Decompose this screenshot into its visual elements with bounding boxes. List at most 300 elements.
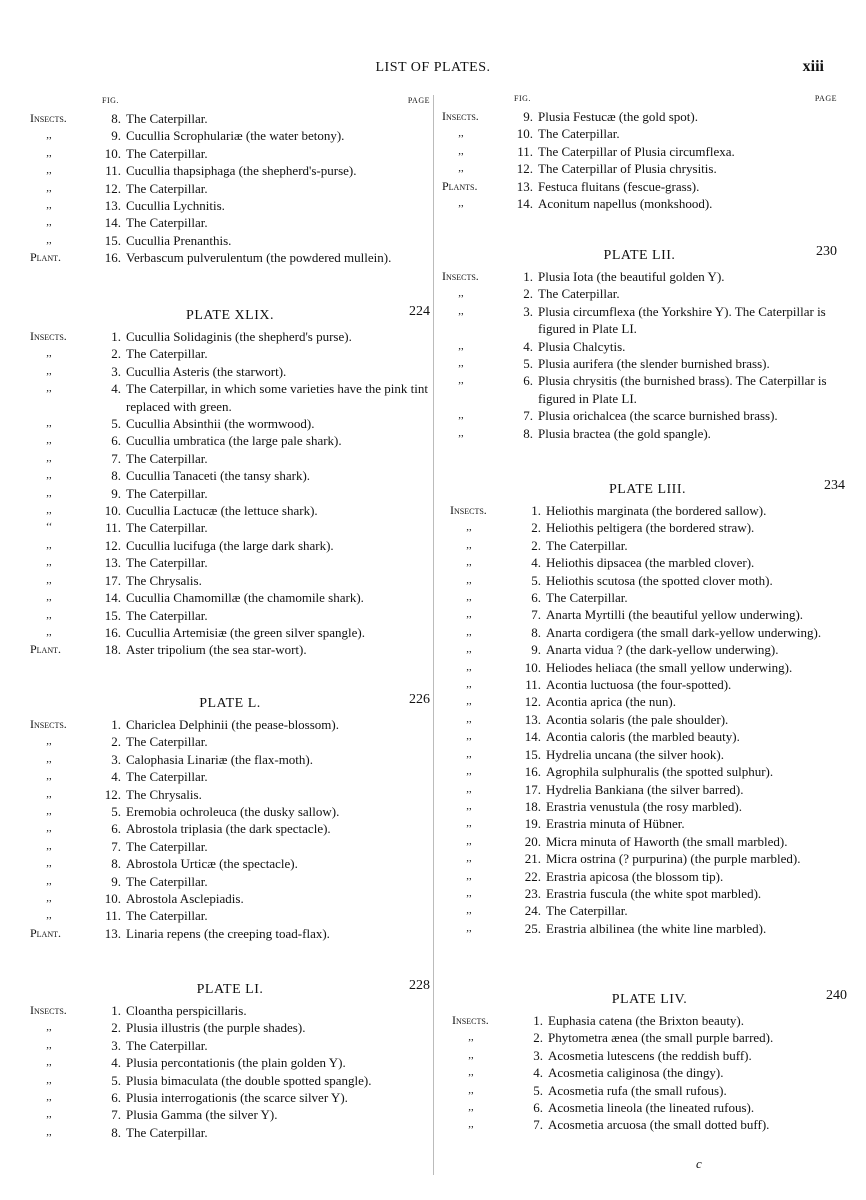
entry-label: Insects.: [30, 329, 67, 343]
fig-number: 4.: [523, 338, 533, 354]
entry-label: ,,: [46, 857, 52, 870]
list-item: [30, 1106, 430, 1123]
entry-label: ,,: [46, 573, 52, 586]
entry-text: The Chrysalis.: [126, 786, 202, 802]
entry-text: The Caterpillar.: [126, 1124, 208, 1140]
fig-number: 5.: [531, 572, 541, 588]
fig-number: 3.: [523, 303, 533, 319]
plate-xlix-section: [30, 304, 430, 659]
list-item: [450, 554, 845, 571]
fig-number: 11.: [517, 143, 533, 159]
entry-label: ,,: [46, 735, 52, 748]
entry-list: [442, 108, 837, 212]
list-item: [30, 624, 430, 641]
fig-number: 2.: [111, 346, 121, 362]
entry-text: Acontia solaris (the pale shoulder).: [546, 711, 729, 727]
fig-number: 11.: [105, 520, 121, 536]
entry-text: The Caterpillar.: [126, 555, 208, 571]
fig-number: 9.: [531, 642, 541, 658]
entry-label: ,,: [46, 451, 52, 464]
entry-text: The Caterpillar of Plusia circumflexa.: [538, 143, 735, 159]
entry-label: ,,: [466, 712, 472, 725]
entry-label: ,,: [458, 374, 464, 387]
entry-text: Euphasia catena (the Brixton beauty).: [548, 1013, 745, 1028]
entry-text: The Caterpillar.: [126, 450, 208, 466]
fig-number: 21.: [524, 851, 541, 867]
fig-number: 1.: [531, 503, 541, 518]
entry-text: The Caterpillar.: [546, 537, 628, 553]
list-item: [442, 178, 837, 195]
entry-text: Cucullia Solidaginis (the shepherd's purse).: [126, 329, 352, 344]
fig-number: 2.: [531, 520, 541, 536]
entry-text: Plusia Iota (the beautiful golden Y).: [538, 269, 725, 284]
list-item: [452, 1029, 847, 1046]
fig-number: 7.: [111, 838, 121, 854]
entry-text: The Caterpillar.: [126, 769, 208, 785]
entry-text: Heliothis marginata (the bordered sallow).: [546, 503, 767, 518]
list-item: [30, 820, 430, 837]
plate-page: 240: [826, 988, 847, 1003]
plate-title: PLATE LII.: [603, 248, 676, 263]
list-item: [450, 519, 845, 536]
list-item: [450, 502, 845, 519]
entry-text: Plusia Chalcytis.: [538, 338, 626, 354]
list-item: [30, 537, 430, 554]
list-item: [30, 145, 430, 162]
page-number: xiii: [802, 58, 824, 75]
list-item: [30, 345, 430, 362]
fig-number: 7.: [111, 450, 121, 466]
fig-number: 7.: [533, 1117, 543, 1133]
entry-text: Acontia caloris (the marbled beauty).: [546, 729, 740, 745]
fig-number: 7.: [531, 607, 541, 623]
entry-text: Cucullia Chamomillæ (the chamomile shark).: [126, 590, 364, 606]
list-item: [450, 868, 845, 885]
list-item: [450, 850, 845, 867]
entry-text: Acosmetia arcuosa (the small dotted buff).: [548, 1117, 770, 1133]
entry-label: ,,: [46, 1108, 52, 1121]
entry-text: Plusia circumflexa (the Yorkshire Y). The Caterpillar is figured in Plate LI.: [538, 303, 826, 337]
right-column: [442, 94, 837, 212]
entry-list: [442, 268, 837, 442]
fig-number: 19.: [524, 816, 541, 832]
list-item: [30, 751, 430, 768]
list-item: [30, 768, 430, 785]
fig-number: 8.: [523, 425, 533, 441]
list-item: [450, 624, 845, 641]
entry-text: Cucullia Prenanthis.: [126, 232, 232, 248]
entry-text: Erastria albilinea (the white line marbled).: [546, 920, 767, 936]
list-item: [30, 1002, 430, 1019]
fig-number: 1.: [111, 717, 121, 732]
fig-number: 4.: [531, 555, 541, 571]
plate-page: 228: [409, 978, 430, 993]
entry-text: The Caterpillar.: [126, 485, 208, 501]
entry-label: ,,: [466, 886, 472, 899]
entry-label: ,,: [468, 1101, 474, 1114]
plate-liv-section: [452, 988, 847, 1134]
fig-number: 8.: [111, 111, 121, 126]
list-item: [450, 885, 845, 902]
fig-number: 7.: [523, 408, 533, 424]
entry-label: ,,: [466, 643, 472, 656]
entry-label: ,,: [46, 556, 52, 569]
fig-number: 10.: [104, 145, 121, 161]
fig-number: 9.: [523, 109, 533, 124]
fig-number: 17.: [104, 572, 121, 588]
list-item: [442, 372, 837, 407]
entry-label: ,,: [466, 660, 472, 673]
plate-heading: [30, 692, 430, 716]
list-item: [452, 1012, 847, 1029]
entry-label: ,,: [46, 469, 52, 482]
list-item: [442, 268, 837, 285]
entry-list: [450, 502, 845, 937]
entry-text: The Caterpillar, in which some varieties have the pink tint replaced with green.: [126, 381, 429, 414]
fig-number: 1.: [111, 1003, 121, 1018]
plate-heading: [30, 304, 430, 328]
plate-heading: [30, 978, 430, 1002]
entry-label: ,,: [466, 591, 472, 604]
column-head: [442, 94, 837, 108]
entry-label: ,,: [466, 678, 472, 691]
list-item: [30, 925, 430, 942]
entry-text: Plusia aurifera (the slender burnished brass).: [538, 356, 770, 372]
entry-text: Heliothis peltigera (the bordered straw).: [546, 520, 755, 536]
entry-text: Erastria apicosa (the blossom tip).: [546, 868, 724, 884]
entry-text: Acosmetia lutescens (the reddish buff).: [548, 1047, 752, 1063]
entry-text: The Caterpillar.: [126, 873, 208, 889]
list-item: [450, 781, 845, 798]
entry-text: The Caterpillar.: [126, 908, 208, 924]
entry-text: Anarta cordigera (the small dark-yellow underwing).: [546, 624, 822, 640]
plate-heading: [450, 478, 845, 502]
entry-label: ,,: [466, 904, 472, 917]
entry-label: ,,: [46, 216, 52, 229]
fig-number: 7.: [111, 1107, 121, 1123]
fig-number: 3.: [111, 751, 121, 767]
entry-text: Cucullia Tanaceti (the tansy shark).: [126, 468, 311, 484]
entry-label: ,,: [46, 164, 52, 177]
fig-number: 13.: [104, 198, 121, 214]
entry-label: ,,: [466, 817, 472, 830]
entry-text: Cucullia lucifuga (the large dark shark).: [126, 537, 334, 553]
fig-number: 12.: [516, 161, 533, 177]
entry-label: ,,: [466, 695, 472, 708]
entry-label: Plant.: [30, 642, 62, 657]
fig-number: 10.: [104, 503, 121, 519]
entry-text: The Caterpillar.: [126, 520, 208, 536]
fig-number: 6.: [531, 590, 541, 606]
entry-label: ,,: [46, 199, 52, 212]
entry-label: ,,: [466, 747, 472, 760]
entry-label: ,,: [46, 486, 52, 499]
fig-number: 4.: [111, 381, 121, 397]
fig-number: 18.: [524, 798, 541, 814]
plate-page: 230: [816, 244, 837, 259]
entry-list: [30, 328, 430, 659]
entry-label: ,,: [468, 1118, 474, 1131]
entry-text: The Caterpillar.: [546, 590, 628, 606]
list-item: [450, 902, 845, 919]
plate-liii-section: [450, 478, 845, 937]
plate-title: PLATE LIII.: [608, 482, 687, 497]
fig-number: 14.: [524, 729, 541, 745]
entry-text: Cucullia Lychnitis.: [126, 198, 225, 214]
fig-number: 13.: [104, 925, 121, 941]
list-item: [450, 537, 845, 554]
entry-label: ,,: [458, 127, 464, 140]
entry-label: ,,: [466, 765, 472, 778]
running-title: LIST OF PLATES.: [375, 60, 491, 75]
fig-number: 3.: [111, 363, 121, 379]
list-item: [442, 303, 837, 338]
plate-heading: [442, 244, 837, 268]
fig-number: 17.: [524, 781, 541, 797]
list-item: [30, 110, 430, 127]
plate-page: 234: [824, 478, 845, 493]
list-item: [30, 803, 430, 820]
entry-text: Aconitum napellus (monkshood).: [538, 196, 713, 212]
entry-text: Heliothis scutosa (the spotted clover moth).: [546, 572, 773, 588]
list-item: [452, 1099, 847, 1116]
entry-text: Festuca fluitans (fescue-grass).: [538, 178, 700, 194]
entry-label: ,,: [468, 1066, 474, 1079]
list-item: [30, 328, 430, 345]
entry-text: Erastria venustula (the rosy marbled).: [546, 798, 743, 814]
entry-text: Acontia luctuosa (the four-spotted).: [546, 677, 732, 693]
entry-label: ,,: [466, 538, 472, 551]
entry-text: Cucullia umbratica (the large pale shark).: [126, 433, 342, 449]
list-item: [30, 162, 430, 179]
fig-number: 16.: [104, 624, 121, 640]
list-item: [30, 716, 430, 733]
list-item: [30, 1072, 430, 1089]
entry-label: ,,: [46, 591, 52, 604]
fig-number: 2.: [111, 734, 121, 750]
entry-text: Heliodes heliaca (the small yellow underwing).: [546, 659, 793, 675]
entry-text: Abrostola Asclepiadis.: [126, 891, 244, 907]
plate-l-section: [30, 692, 430, 942]
entry-text: The Caterpillar.: [126, 145, 208, 161]
entry-text: Cloantha perspicillaris.: [126, 1003, 247, 1018]
entry-label: ,,: [46, 382, 52, 395]
list-item: [30, 907, 430, 924]
entry-label: ,,: [458, 162, 464, 175]
entry-label: ,,: [46, 504, 52, 517]
list-item: [442, 160, 837, 177]
list-item: [30, 519, 430, 536]
entry-label: ,,: [46, 874, 52, 887]
list-item: [30, 197, 430, 214]
entry-label: ,,: [46, 770, 52, 783]
entry-text: The Caterpillar.: [126, 734, 208, 750]
entry-label: ,,: [466, 869, 472, 882]
list-item: [30, 380, 430, 415]
list-item: [30, 415, 430, 432]
column-head: [30, 96, 430, 110]
fig-number: 23.: [524, 885, 541, 901]
entry-label: ,,: [466, 556, 472, 569]
list-item: [30, 1089, 430, 1106]
entry-text: Abrostola triplasia (the dark spectacle).: [126, 821, 331, 837]
entry-label: Insects.: [442, 109, 479, 123]
entry-list: [452, 1012, 847, 1134]
fig-number: 13.: [524, 711, 541, 727]
entry-text: Micra minuta of Haworth (the small marbled).: [546, 833, 788, 849]
entry-label: ,,: [458, 304, 464, 317]
entry-text: The Caterpillar.: [538, 286, 620, 302]
entry-label: ,,: [46, 1091, 52, 1104]
column-divider: [433, 95, 434, 1175]
entry-label: ,,: [46, 839, 52, 852]
list-item: [30, 554, 430, 571]
plate-heading: [452, 988, 847, 1012]
left-column: [30, 96, 430, 267]
entry-label: ,,: [466, 921, 472, 934]
entry-list: [30, 1002, 430, 1141]
entry-text: Plusia chrysitis (the burnished brass). The Caterpillar is figured in Plate LI.: [538, 373, 827, 406]
list-item: [30, 890, 430, 907]
list-item: [450, 641, 845, 658]
entry-text: The Caterpillar.: [126, 1037, 208, 1053]
list-item: [450, 763, 845, 780]
entry-label: ,,: [46, 233, 52, 246]
entry-label: ,,: [46, 364, 52, 377]
fig-number: 3.: [111, 1037, 121, 1053]
fig-number: 8.: [111, 856, 121, 872]
entry-text: The Chrysalis.: [126, 572, 202, 588]
entry-text: The Caterpillar.: [126, 215, 208, 231]
entry-text: Cucullia Lactucæ (the lettuce shark).: [126, 503, 318, 519]
fig-number: 24.: [524, 903, 541, 919]
entry-label: ,,: [458, 409, 464, 422]
entry-text: The Caterpillar of Plusia chrysitis.: [538, 161, 717, 177]
fig-number: 4.: [111, 1055, 121, 1071]
fig-number: 15.: [104, 232, 121, 248]
list-item: [30, 589, 430, 606]
list-item: [450, 589, 845, 606]
fig-number: 1.: [533, 1013, 543, 1028]
entry-text: Hydrelia uncana (the silver hook).: [546, 746, 724, 762]
entry-text: Plusia orichalcea (the scarce burnished brass).: [538, 408, 778, 424]
list-item: [30, 1019, 430, 1036]
entry-text: Chariclea Delphinii (the pease-blossom).: [126, 717, 339, 732]
fig-number: 2.: [111, 1020, 121, 1036]
entry-text: Plusia bractea (the gold spangle).: [538, 425, 711, 441]
fig-number: 12.: [104, 537, 121, 553]
fig-number: 8.: [111, 468, 121, 484]
list-item: [30, 502, 430, 519]
fig-number: 6.: [523, 373, 533, 389]
list-item: [442, 195, 837, 212]
fig-number: 5.: [111, 416, 121, 432]
entry-list: [30, 110, 430, 267]
fig-number: 11.: [105, 163, 121, 179]
fig-number: 15.: [524, 746, 541, 762]
fig-number: 6.: [111, 433, 121, 449]
list-item: [30, 450, 430, 467]
fig-number: 2.: [531, 537, 541, 553]
entry-text: Cucullia thapsiphaga (the shepherd's-purse).: [126, 163, 357, 179]
list-item: [452, 1082, 847, 1099]
page-heading: PAGE: [814, 94, 837, 103]
list-item: [30, 1054, 430, 1071]
list-item: [442, 108, 837, 125]
fig-number: 10.: [516, 126, 533, 142]
list-item: [450, 572, 845, 589]
plate-lii-section: [442, 244, 837, 442]
plate-title: PLATE L.: [199, 696, 261, 711]
entry-label: ,,: [466, 625, 472, 638]
list-item: [30, 214, 430, 231]
list-item: [30, 641, 430, 658]
entry-text: The Caterpillar.: [126, 607, 208, 623]
list-item: [450, 920, 845, 937]
entry-text: Eremobia ochroleuca (the dusky sallow).: [126, 804, 340, 820]
entry-text: The Caterpillar.: [126, 111, 208, 126]
entry-text: Anarta vidua ? (the dark-yellow underwing).: [546, 642, 779, 658]
list-item: [452, 1116, 847, 1133]
entry-text: Aster tripolium (the sea star-wort).: [126, 642, 307, 658]
fig-number: 4.: [533, 1065, 543, 1081]
fig-number: 14.: [104, 590, 121, 606]
entry-text: Acosmetia caliginosa (the dingy).: [548, 1065, 724, 1081]
entry-label: ,,: [466, 573, 472, 586]
list-item: [30, 733, 430, 750]
entry-text: Plusia Festucæ (the gold spot).: [538, 109, 698, 124]
entry-label: ,,: [46, 909, 52, 922]
entry-text: Erastria minuta of Hübner.: [546, 816, 685, 832]
list-item: [442, 355, 837, 372]
list-item: [30, 873, 430, 890]
entry-text: Agrophila sulphuralis (the spotted sulphur).: [546, 764, 774, 780]
entry-label: Insects.: [442, 269, 479, 283]
fig-number: 10.: [104, 891, 121, 907]
fig-number: 5.: [111, 804, 121, 820]
entry-text: The Caterpillar.: [546, 903, 628, 919]
list-item: [30, 432, 430, 449]
fig-number: 18.: [104, 642, 121, 658]
list-item: [30, 180, 430, 197]
entry-text: Abrostola Urticæ (the spectacle).: [126, 856, 298, 872]
entry-label: ,,: [46, 1125, 52, 1138]
fig-number: 16.: [104, 250, 121, 266]
fig-number: 5.: [111, 1072, 121, 1088]
entry-label: ,,: [466, 782, 472, 795]
entry-label: ,,: [458, 144, 464, 157]
fig-number: 14.: [104, 215, 121, 231]
fig-number: 2.: [533, 1030, 543, 1046]
fig-number: 25.: [524, 920, 541, 936]
entry-text: Cucullia Absinthii (the wormwood).: [126, 416, 315, 432]
entry-text: Plusia interrogationis (the scarce silver Y).: [126, 1090, 348, 1106]
entry-label: ,,: [466, 799, 472, 812]
entry-label: ,,: [46, 1073, 52, 1086]
fig-heading: FIG.: [514, 94, 531, 103]
entry-label: ,,: [46, 608, 52, 621]
entry-label: ,,: [458, 287, 464, 300]
plate-li-section: [30, 978, 430, 1141]
fig-number: 6.: [533, 1100, 543, 1116]
fig-number: 15.: [104, 607, 121, 623]
entry-label: ,,: [466, 521, 472, 534]
list-item: [30, 363, 430, 380]
plate-title: PLATE LI.: [196, 982, 264, 997]
fig-number: 9.: [111, 873, 121, 889]
plate-title: PLATE XLIX.: [186, 308, 274, 323]
fig-number: 11.: [105, 908, 121, 924]
